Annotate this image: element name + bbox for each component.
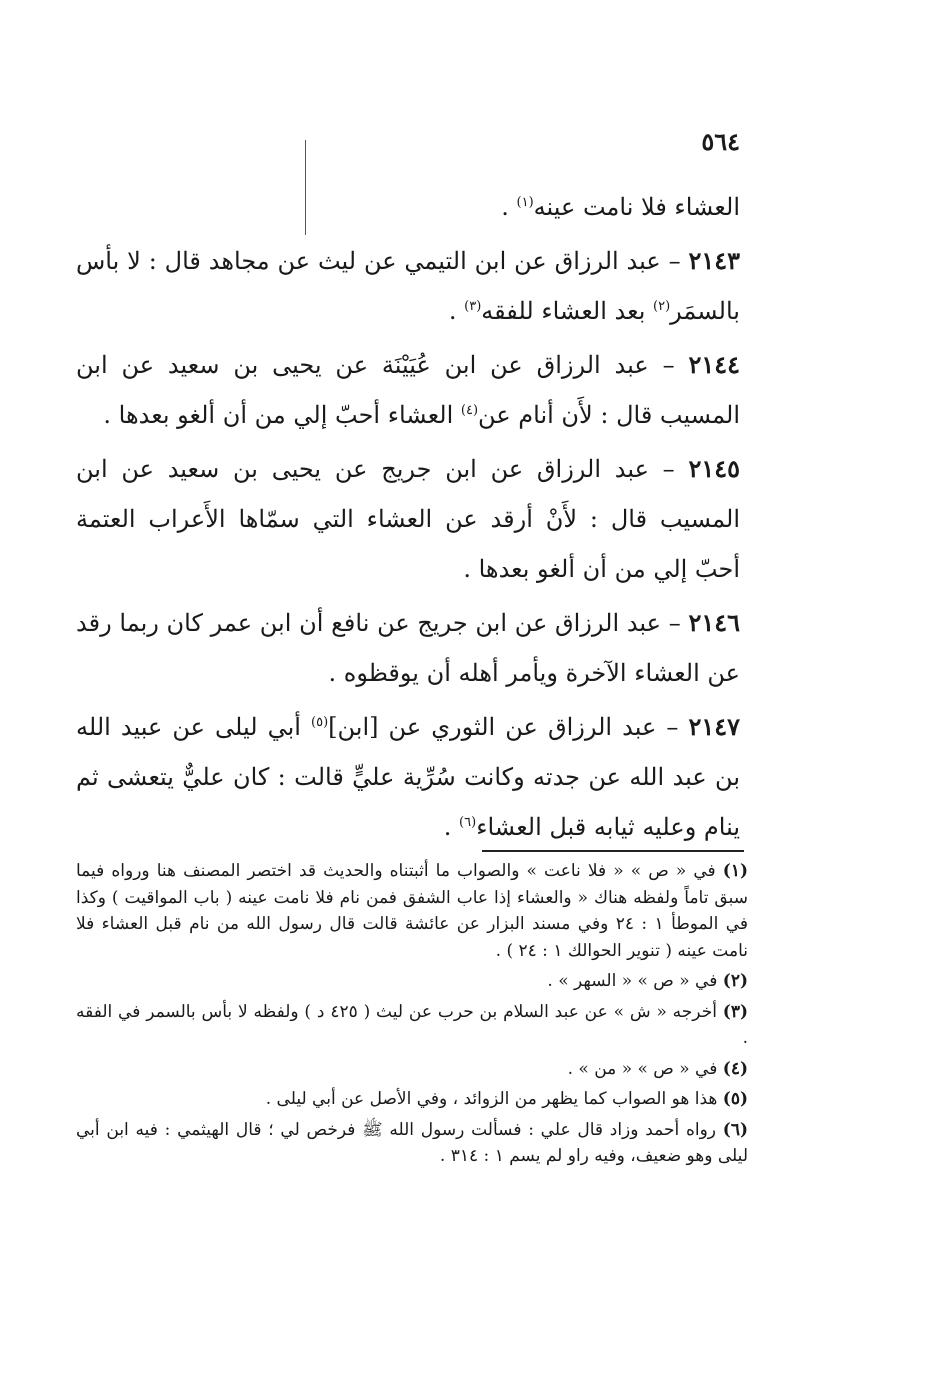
footnote-number: (٢) xyxy=(722,971,748,991)
footnote-text: في « ص » « السهر » . xyxy=(547,971,723,991)
hadith-2144 xyxy=(76,340,740,440)
paragraph-text: – عبد الرزاق عن ابن عُيَيْنَة عن يحيى بن سعيد عن ابن المسيب قال : لأَن أنام عن xyxy=(76,351,740,429)
footnote-2 xyxy=(76,968,748,995)
paragraph-tail: . xyxy=(443,813,460,841)
footnote-ref: (٢) xyxy=(653,299,671,314)
footnote-text: رواه أحمد وزاد قال علي : فسألت رسول الله ﷺ فرخص لي ؛ قال الهيثمي : فيه ابن أبي ليلى وهو ضعيف، وفيه راو لم يسم ١ : ٣١٤ . xyxy=(76,1119,748,1166)
paragraph-text: – عبد الرزاق عن ابن جريج عن نافع أن ابن عمر كان ربما رقد عن العشاء الآخرة ويأمر أهله أن يوقظوه . xyxy=(76,609,740,687)
hadith-number: ٢١٤٦ xyxy=(688,608,740,637)
hadith-number: ٢١٤٧ xyxy=(688,712,740,741)
paragraph-continuation xyxy=(76,182,740,232)
footnote-3 xyxy=(76,999,748,1052)
footnote-4 xyxy=(76,1056,748,1083)
footnote-ref: (٤) xyxy=(460,403,479,418)
paragraph-text: – عبد الرزاق عن ابن جريج عن يحيى بن سعيد عن ابن المسيب قال : لأَنْ أرقد عن العشاء التي سمّاها الأَعراب العتمة أحبّ إلي من أن ألغو بعدها . xyxy=(76,455,740,583)
footnote-number: (٦) xyxy=(722,1119,748,1140)
footnote-text: في « ص » « فلا ناعت » والصواب ما أثبتناه والحديث قد اختصر المصنف هنا ورواه فيما سبق تاماً ولفظه هناك « والعشاء إذا عاب الشفق فمن نام فلا نامت عينه ( باب المواقيت ) وكذا في الموطأ ١ : ٢٤ وفي مسند البزار عن عائشة قالت قال رسول الله من نام قبل العشاء فلا نامت عينه ( تنوير الحوالك ١ : ٢٤ ) . xyxy=(76,861,748,961)
footnote-ref: (٥) xyxy=(311,715,329,730)
footnote-6 xyxy=(76,1117,748,1170)
footnote-text: هذا هو الصواب كما يظهر من الزوائد ، وفي الأصل عن أبي ليلى . xyxy=(265,1089,723,1109)
footnote-number: (٤) xyxy=(722,1058,748,1079)
hadith-2145 xyxy=(76,444,740,594)
paragraph-tail: . xyxy=(448,297,465,325)
footnote-1 xyxy=(76,858,748,964)
footnote-5 xyxy=(76,1086,748,1113)
hadith-2147 xyxy=(76,702,740,852)
footnote-ref: (٦) xyxy=(459,815,477,830)
hadith-number: ٢١٤٤ xyxy=(688,350,740,379)
footnote-separator xyxy=(482,850,744,852)
paragraph-tail: أبي ليلى عن عبيد الله بن عبد الله عن جدته وكانت سُرِّية عليٍّ قالت : كان عليٌّ يتعشى ثم ينام وعليه ثيابه قبل العشاء xyxy=(76,713,740,841)
footnote-ref: (١) xyxy=(516,195,534,210)
footnote-number: (٥) xyxy=(722,1089,748,1109)
footnote-text: في « ص » « من » . xyxy=(567,1058,723,1079)
footnote-number: (١) xyxy=(722,861,748,881)
page-number: ٥٦٤ xyxy=(701,127,740,156)
hadith-2146 xyxy=(76,598,740,698)
footnote-number: (٣) xyxy=(722,1001,748,1022)
paragraph-tail: العشاء أحبّ إلي من أن ألغو بعدها . xyxy=(103,401,461,429)
hadith-2143 xyxy=(76,236,740,336)
hadith-number: ٢١٤٥ xyxy=(688,454,740,483)
footnote-text: أخرجه « ش » عن عبد السلام بن حرب عن ليث ( ٤٢٥ د ) ولفظه لا بأس بالسمر في الفقه . xyxy=(76,1001,748,1048)
paragraph-text: العشاء فلا نامت عينه xyxy=(533,193,740,221)
paragraph-tail: بعد العشاء للفقه xyxy=(481,297,654,325)
hadith-number: ٢١٤٣ xyxy=(688,246,740,275)
main-text xyxy=(76,182,740,852)
paragraph-text: – عبد الرزاق عن الثوري عن [ابن] xyxy=(328,713,689,741)
paragraph-text: – عبد الرزاق عن ابن التيمي عن ليث عن مجاهد قال : لا بأس بالسمَر xyxy=(76,247,740,325)
footnotes xyxy=(76,858,748,1174)
footnote-ref: (٣) xyxy=(464,299,482,314)
paragraph-tail: . xyxy=(501,193,517,221)
